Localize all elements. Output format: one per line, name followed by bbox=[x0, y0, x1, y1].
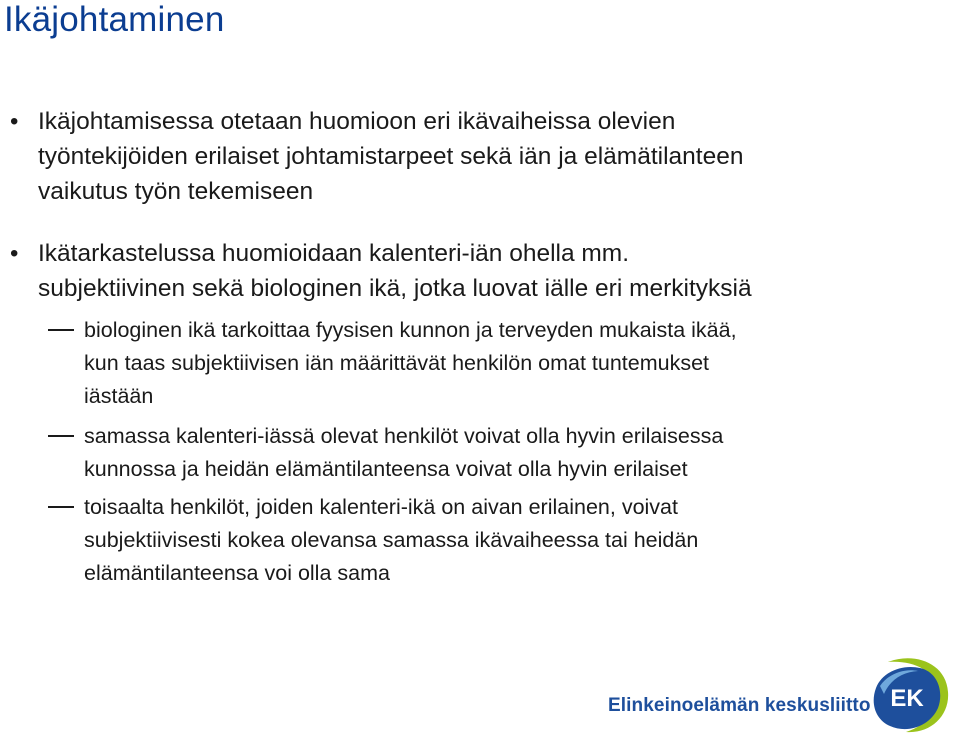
sub-bullet-text bbox=[84, 491, 944, 590]
sub-bullet-line: kunnossa ja heidän elämäntilanteensa voivat olla hyvin erilaiset bbox=[84, 457, 688, 481]
bullet-line: subjektiivinen sekä biologinen ikä, jotka luovat iälle eri merkityksiä bbox=[38, 275, 752, 302]
ek-logo-icon bbox=[868, 654, 950, 734]
bullet-dot-icon: • bbox=[10, 108, 19, 135]
bullet-dot-icon: • bbox=[10, 240, 19, 267]
dash-icon bbox=[48, 435, 74, 437]
sub-bullet-line: elämäntilanteensa voi olla sama bbox=[84, 561, 390, 585]
sub-bullet-text bbox=[84, 420, 944, 486]
sub-bullet-line: toisaalta henkilöt, joiden kalenteri-ikä on aivan erilainen, voivat bbox=[84, 495, 678, 519]
sub-bullet-line: biologinen ikä tarkoittaa fyysisen kunnon ja terveyden mukaista ikää, bbox=[84, 318, 737, 342]
dash-icon bbox=[48, 506, 74, 508]
bullet-line: työntekijöiden erilaiset johtamistarpeet sekä iän ja elämätilanteen bbox=[38, 143, 744, 170]
sub-bullet-text bbox=[84, 314, 944, 413]
bullet-line: vaikutus työn tekemiseen bbox=[38, 178, 314, 205]
sub-bullet-line: subjektiivisesti kokea olevansa samassa ikävaiheessa tai heidän bbox=[84, 528, 699, 552]
logo-mark-text: EK bbox=[890, 685, 924, 712]
bullet-line: Ikätarkastelussa huomioidaan kalenteri-iän ohella mm. bbox=[38, 240, 630, 267]
sub-bullet-line: kun taas subjektiivisen iän määrittävät henkilön omat tuntemukset bbox=[84, 351, 710, 375]
bullet-text bbox=[38, 236, 938, 306]
bullet-line: Ikäjohtamisessa otetaan huomioon eri ikävaiheissa olevien bbox=[38, 108, 676, 135]
logo-wordmark: Elinkeinoelämän keskusliitto bbox=[608, 695, 871, 716]
sub-bullet-line: samassa kalenteri-iässä olevat henkilöt voivat olla hyvin erilaisessa bbox=[84, 424, 724, 448]
bullet-text bbox=[38, 104, 938, 209]
sub-bullet-line: iästään bbox=[84, 384, 154, 408]
slide-title: Ikäjohtaminen bbox=[4, 0, 225, 39]
dash-icon bbox=[48, 329, 74, 331]
